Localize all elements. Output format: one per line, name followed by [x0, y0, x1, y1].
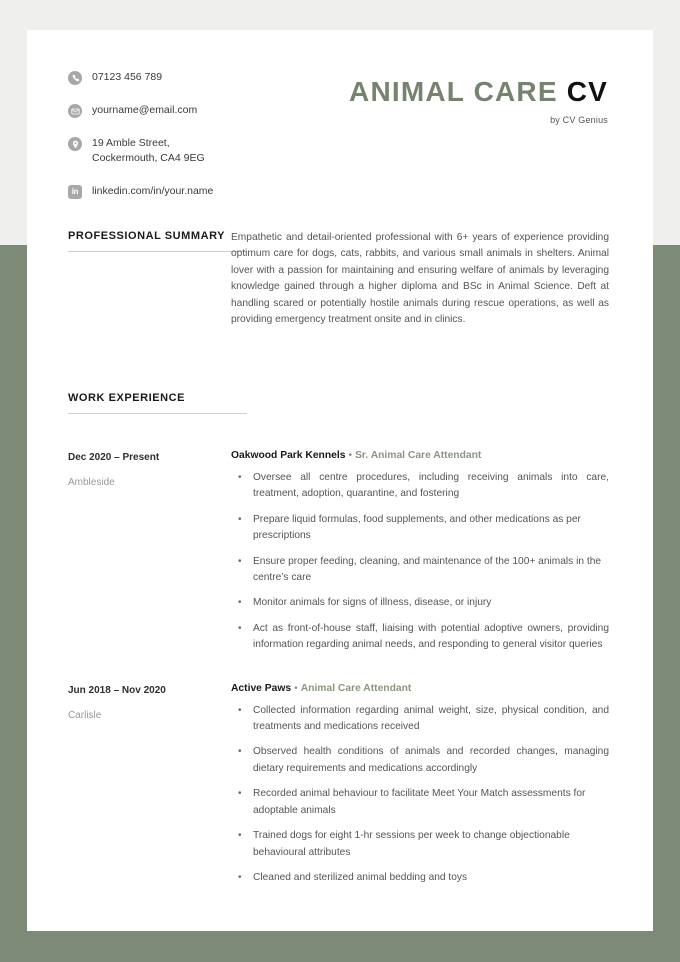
bullet-dot-icon: •	[238, 788, 242, 800]
summary-body-column	[231, 230, 653, 328]
title-accent: CV	[566, 76, 608, 107]
job-list	[27, 448, 653, 886]
cv-page	[27, 30, 653, 931]
job-location: Carlisle	[68, 709, 102, 721]
job-headline	[231, 681, 609, 696]
bullet-dot-icon: •	[238, 746, 242, 758]
title-main: ANIMAL CARE	[349, 76, 558, 107]
job-meta-column	[27, 448, 231, 654]
address-line-2: Cockermouth, CA4 9EG	[92, 152, 205, 164]
phone-icon	[68, 71, 82, 85]
job-title: Animal Care Attendant	[300, 682, 412, 694]
bullet-dot-icon: •	[238, 830, 242, 842]
contact-value: 07123 456 789	[92, 71, 163, 83]
byline: by CV Genius	[550, 115, 608, 125]
job-bullet-list	[231, 703, 609, 887]
bullet-text: Observed health conditions of animals and recorded changes, managing dietary requirements and medications accordingly	[253, 746, 609, 774]
bullet-dot-icon: •	[238, 555, 242, 567]
job-entry	[27, 448, 653, 654]
job-headline	[231, 448, 609, 463]
contact-item-phone[interactable]	[68, 70, 213, 85]
job-separator-dot: •	[348, 450, 353, 461]
job-dates: Jun 2018 – Nov 2020	[68, 684, 166, 696]
contact-value: linkedin.com/in/your.name	[92, 185, 214, 197]
job-bullet	[231, 744, 609, 777]
job-bullet	[231, 870, 609, 886]
job-separator-dot: •	[294, 682, 298, 694]
job-bullet-list	[231, 470, 609, 654]
contact-list	[68, 70, 213, 199]
job-detail-column	[231, 448, 653, 654]
job-bullet	[231, 512, 609, 545]
bullet-dot-icon: •	[238, 513, 242, 525]
bullet-text: Monitor animals for signs of illness, disease, or injury	[253, 597, 492, 609]
bullet-text: Oversee all centre procedures, including receiving animals into care, treatment, adoption, quarantine, and fostering	[253, 472, 609, 500]
envelope-icon	[68, 104, 82, 118]
contact-item-address	[68, 136, 213, 166]
job-bullet	[231, 703, 609, 736]
bullet-text: Collected information regarding animal weight, size, physical condition, and treatments and medications received	[253, 704, 609, 733]
bullet-dot-icon: •	[238, 622, 242, 634]
job-bullet	[231, 554, 609, 587]
cv-header	[27, 30, 653, 215]
bullet-text: Trained dogs for eight 1-hr sessions per week to change objectionable behavioural attributes	[253, 830, 570, 858]
section-work-experience	[27, 392, 653, 886]
address-line-1: 19 Amble Street,	[92, 137, 170, 149]
summary-text: Empathetic and detail-oriented professional with 6+ years of experience providing optimum care for dogs, cats, rabbits, and various small animals in shelters. Animal lover with a passion for maintaining and ensuring welfare of animals by leveraging knowledge gained through a higher diploma and BSc in Animal Science. Deft at handling scared or potentially hostile animals during rescue operations, as well as providing emergency treatment onsite and in clinics.	[231, 232, 609, 326]
section-rule	[68, 251, 247, 252]
job-bullet	[231, 470, 609, 503]
job-location: Ambleside	[68, 477, 115, 488]
job-company: Oakwood Park Kennels	[231, 450, 346, 461]
contact-item-email[interactable]	[68, 103, 213, 118]
section-rule	[68, 413, 247, 414]
job-bullet	[231, 621, 609, 654]
job-bullet	[231, 595, 609, 611]
job-bullet	[231, 828, 609, 861]
bullet-text: Act as front-of-house staff, liaising with potential adoptive owners, providing information regarding animal needs, and responding to general visitor queries	[253, 622, 609, 651]
page-title	[349, 78, 608, 106]
section-heading: WORK EXPERIENCE	[68, 392, 186, 404]
bullet-text: Ensure proper feeding, cleaning, and maintenance of the 100+ animals in the centre’s care	[253, 555, 602, 584]
job-meta-column	[27, 681, 231, 887]
section-professional-summary	[27, 230, 653, 328]
bullet-dot-icon: •	[238, 597, 242, 609]
job-bullet	[231, 786, 609, 819]
bullet-dot-icon: •	[238, 704, 242, 716]
location-pin-icon	[68, 137, 82, 151]
job-title: Sr. Animal Care Attendant	[355, 450, 482, 461]
bullet-text: Prepare liquid formulas, food supplements, and other medications as per prescriptions	[253, 513, 581, 542]
linkedin-glyph: in	[71, 187, 79, 196]
contact-item-linkedin[interactable]	[68, 184, 213, 199]
bullet-text: Cleaned and sterilized animal bedding and toys	[253, 871, 468, 883]
job-company: Active Paws	[231, 682, 292, 694]
bullet-text: Recorded animal behaviour to facilitate Meet Your Match assessments for adoptable animals	[253, 788, 586, 816]
bullet-dot-icon: •	[238, 472, 242, 483]
linkedin-icon	[68, 185, 82, 199]
job-detail-column	[231, 681, 653, 887]
work-heading-column	[27, 392, 231, 414]
contact-value	[92, 136, 205, 166]
bullet-dot-icon: •	[238, 871, 242, 883]
job-dates: Dec 2020 – Present	[68, 452, 160, 463]
contact-value: yourname@email.com	[92, 104, 198, 116]
job-entry	[27, 681, 653, 887]
summary-heading-column	[27, 230, 231, 328]
title-block	[349, 78, 608, 125]
section-heading: PROFESSIONAL SUMMARY	[68, 230, 226, 242]
